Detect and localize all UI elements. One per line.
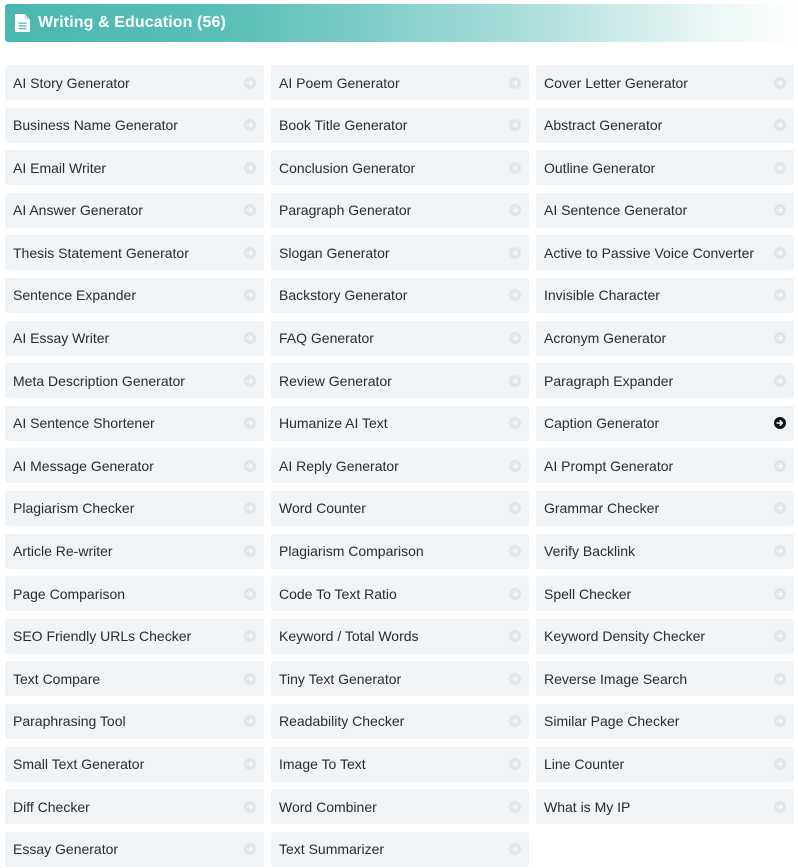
arrow-right-circle-icon xyxy=(244,715,256,727)
arrow-right-circle-icon xyxy=(244,162,256,174)
tool-item-label: Humanize AI Text xyxy=(279,415,388,432)
tool-item-label: Keyword Density Checker xyxy=(544,628,706,645)
arrow-right-circle-icon xyxy=(774,289,786,301)
arrow-right-circle-icon xyxy=(509,715,521,727)
arrow-right-circle-icon xyxy=(509,460,521,472)
arrow-right-circle-icon xyxy=(774,375,786,387)
tool-item-label: What is My IP xyxy=(544,798,631,815)
tool-item-label: AI Message Generator xyxy=(13,457,154,474)
tool-item-label: Invisible Character xyxy=(544,287,660,304)
tool-item-label: Thesis Statement Generator xyxy=(13,244,189,261)
tool-item-ai-message-generator[interactable] xyxy=(5,448,264,483)
tool-item-invisible-character[interactable] xyxy=(536,278,794,313)
tool-item-label: Essay Generator xyxy=(13,841,119,858)
category-header xyxy=(5,4,798,42)
tool-item-meta-description-generator[interactable] xyxy=(5,363,264,398)
tool-item-paragraph-expander[interactable] xyxy=(536,363,794,398)
tool-item-thesis-statement-generator[interactable] xyxy=(5,235,264,270)
tool-item-label: Verify Backlink xyxy=(544,543,636,560)
tool-item-label: Grammar Checker xyxy=(544,500,660,517)
tool-item-faq-generator[interactable] xyxy=(271,321,529,356)
arrow-right-circle-icon xyxy=(244,545,256,557)
arrow-right-circle-icon xyxy=(774,119,786,131)
tool-item-label: SEO Friendly URLs Checker xyxy=(13,628,192,645)
tool-item-label: Similar Page Checker xyxy=(544,713,680,730)
tool-item-keyword-density-checker[interactable] xyxy=(536,619,794,654)
arrow-right-circle-icon xyxy=(509,375,521,387)
arrow-right-circle-icon xyxy=(244,375,256,387)
tool-item-label: AI Essay Writer xyxy=(13,330,110,347)
arrow-right-circle-icon xyxy=(774,247,786,259)
tool-item-label: Diff Checker xyxy=(13,798,90,815)
tool-item-article-re-writer[interactable] xyxy=(5,534,264,569)
tool-item-label: Reverse Image Search xyxy=(544,670,688,687)
tool-item-cover-letter-generator[interactable] xyxy=(536,65,794,100)
arrow-right-circle-icon xyxy=(244,460,256,472)
tool-item-reverse-image-search[interactable] xyxy=(536,661,794,696)
arrow-right-circle-icon xyxy=(774,545,786,557)
tool-item-label: Cover Letter Generator xyxy=(544,74,688,91)
tool-item-label: Plagiarism Checker xyxy=(13,500,135,517)
arrow-right-circle-icon xyxy=(509,162,521,174)
tool-item-ai-reply-generator[interactable] xyxy=(271,448,529,483)
tool-item-label: Book Title Generator xyxy=(279,117,408,134)
tool-item-label: Keyword / Total Words xyxy=(279,628,419,645)
category-title: Writing & Education (56) xyxy=(38,14,226,31)
arrow-right-circle-icon xyxy=(244,332,256,344)
tool-item-label: Slogan Generator xyxy=(279,244,390,261)
tool-item-ai-poem-generator[interactable] xyxy=(271,65,529,100)
tool-item-abstract-generator[interactable] xyxy=(536,108,794,143)
tool-item-business-name-generator[interactable] xyxy=(5,108,264,143)
tool-item-book-title-generator[interactable] xyxy=(271,108,529,143)
tool-item-readability-checker[interactable] xyxy=(271,704,529,739)
tool-item-label: Paragraph Expander xyxy=(544,372,674,389)
tool-item-paraphrasing-tool[interactable] xyxy=(5,704,264,739)
tool-item-label: FAQ Generator xyxy=(279,330,374,347)
tool-item-slogan-generator[interactable] xyxy=(271,235,529,270)
tool-item-essay-generator[interactable] xyxy=(5,832,264,867)
tool-item-ai-email-writer[interactable] xyxy=(5,150,264,185)
tool-item-label: Tiny Text Generator xyxy=(279,670,402,687)
tool-item-image-to-text[interactable] xyxy=(271,747,529,782)
tool-item-label: Backstory Generator xyxy=(279,287,408,304)
tool-item-label: AI Poem Generator xyxy=(279,74,400,91)
arrow-right-circle-icon xyxy=(509,801,521,813)
arrow-right-circle-icon xyxy=(244,673,256,685)
tool-item-label: Review Generator xyxy=(279,372,392,389)
tool-item-label: Small Text Generator xyxy=(13,756,145,772)
tool-item-label: Outline Generator xyxy=(544,159,656,176)
tool-item-label: Active to Passive Voice Converter xyxy=(544,244,755,261)
tool-item-tiny-text-generator[interactable] xyxy=(271,661,529,696)
tool-item-conclusion-generator[interactable] xyxy=(271,150,529,185)
tool-item-sentence-expander[interactable] xyxy=(5,278,264,313)
tool-item-grammar-checker[interactable] xyxy=(536,491,794,526)
arrow-right-circle-icon xyxy=(509,502,521,514)
tool-item-plagiarism-comparison[interactable] xyxy=(271,534,529,569)
tool-item-page-comparison[interactable] xyxy=(5,576,264,611)
tool-item-plagiarism-checker[interactable] xyxy=(5,491,264,526)
arrow-right-circle-icon xyxy=(774,758,786,770)
arrow-right-circle-icon xyxy=(509,758,521,770)
arrow-right-circle-icon xyxy=(774,77,786,89)
tool-item-label: Text Summarizer xyxy=(279,841,385,858)
tool-item-label: AI Answer Generator xyxy=(13,202,143,219)
arrow-right-circle-icon xyxy=(774,417,786,429)
tool-item-spell-checker[interactable] xyxy=(536,576,794,611)
arrow-right-circle-icon xyxy=(244,77,256,89)
tool-item-acronym-generator[interactable] xyxy=(536,321,794,356)
arrow-right-circle-icon xyxy=(244,289,256,301)
arrow-right-circle-icon xyxy=(509,417,521,429)
arrow-right-circle-icon xyxy=(509,588,521,600)
tool-item-text-summarizer[interactable] xyxy=(271,832,529,867)
tool-item-word-combiner[interactable] xyxy=(271,789,529,824)
arrow-right-circle-icon xyxy=(774,204,786,216)
arrow-right-circle-icon xyxy=(244,588,256,600)
arrow-right-circle-icon xyxy=(244,417,256,429)
tool-item-label: Conclusion Generator xyxy=(279,159,416,176)
document-icon xyxy=(15,14,30,32)
tool-item-label: Readability Checker xyxy=(279,713,405,730)
arrow-right-circle-icon xyxy=(774,460,786,472)
tool-item-label: AI Prompt Generator xyxy=(544,457,674,474)
arrow-right-circle-icon xyxy=(244,630,256,642)
tool-item-ai-answer-generator[interactable] xyxy=(5,193,264,228)
tool-item-code-to-text-ratio[interactable] xyxy=(271,576,529,611)
tool-item-outline-generator[interactable] xyxy=(536,150,794,185)
arrow-right-circle-icon xyxy=(774,332,786,344)
tool-item-verify-backlink[interactable] xyxy=(536,534,794,569)
arrow-right-circle-icon xyxy=(774,502,786,514)
tool-item-seo-friendly-urls-checker[interactable] xyxy=(5,619,264,654)
tool-item-caption-generator[interactable] xyxy=(536,406,794,441)
arrow-right-circle-icon xyxy=(509,630,521,642)
arrow-right-circle-icon xyxy=(509,247,521,259)
arrow-right-circle-icon xyxy=(244,843,256,855)
tool-item-label: Business Name Generator xyxy=(13,117,178,134)
tool-item-ai-sentence-shortener[interactable] xyxy=(5,406,264,441)
arrow-right-circle-icon xyxy=(774,673,786,685)
tool-item-small-text-generator[interactable] xyxy=(5,747,264,782)
tool-item-label: AI Story Generator xyxy=(13,74,130,91)
tool-item-keyword-total-words[interactable] xyxy=(271,619,529,654)
tool-item-diff-checker[interactable] xyxy=(5,789,264,824)
tool-item-label: Paragraph Generator xyxy=(279,202,412,219)
tool-item-what-is-my-ip[interactable] xyxy=(536,789,794,824)
tool-item-line-counter[interactable] xyxy=(536,747,794,782)
arrow-right-circle-icon xyxy=(509,204,521,216)
tool-item-label: Acronym Generator xyxy=(544,330,667,347)
tool-item-label: Plagiarism Comparison xyxy=(279,543,424,560)
tool-item-label: Text Compare xyxy=(13,670,101,687)
arrow-right-circle-icon xyxy=(244,204,256,216)
tool-item-label: Meta Description Generator xyxy=(13,372,185,389)
arrow-right-circle-icon xyxy=(244,801,256,813)
tool-item-label: Article Re-writer xyxy=(13,543,113,560)
tool-item-ai-story-generator[interactable] xyxy=(5,65,264,100)
tool-item-text-compare[interactable] xyxy=(5,661,264,696)
tool-item-review-generator[interactable] xyxy=(271,363,529,398)
tool-item-ai-essay-writer[interactable] xyxy=(5,321,264,356)
tool-item-ai-sentence-generator[interactable] xyxy=(536,193,794,228)
arrow-right-circle-icon xyxy=(509,332,521,344)
arrow-right-circle-icon xyxy=(509,673,521,685)
tool-item-paragraph-generator[interactable] xyxy=(271,193,529,228)
arrow-right-circle-icon xyxy=(509,545,521,557)
tool-item-similar-page-checker[interactable] xyxy=(536,704,794,739)
tool-item-label: AI Sentence Generator xyxy=(544,202,688,219)
tool-grid xyxy=(5,65,794,867)
tool-item-label: Paraphrasing Tool xyxy=(13,713,126,730)
arrow-right-circle-icon xyxy=(244,758,256,770)
arrow-right-circle-icon xyxy=(509,77,521,89)
tool-item-ai-prompt-generator[interactable] xyxy=(536,448,794,483)
tool-item-label: AI Sentence Shortener xyxy=(13,415,155,432)
tool-item-label: Line Counter xyxy=(544,756,625,772)
arrow-right-circle-icon xyxy=(509,289,521,301)
arrow-right-circle-icon xyxy=(244,247,256,259)
tool-item-label: Page Comparison xyxy=(13,585,126,602)
tool-item-label: AI Email Writer xyxy=(13,159,107,176)
tool-item-label: Abstract Generator xyxy=(544,117,663,134)
arrow-right-circle-icon xyxy=(244,502,256,514)
arrow-right-circle-icon xyxy=(774,588,786,600)
arrow-right-circle-icon xyxy=(774,801,786,813)
tool-item-label: Spell Checker xyxy=(544,585,632,602)
arrow-right-circle-icon xyxy=(774,715,786,727)
tool-item-label: Code To Text Ratio xyxy=(279,585,397,602)
tool-item-backstory-generator[interactable] xyxy=(271,278,529,313)
arrow-right-circle-icon xyxy=(774,630,786,642)
tool-item-label: Word Counter xyxy=(279,500,366,517)
tool-item-label: Word Combiner xyxy=(279,798,377,815)
arrow-right-circle-icon xyxy=(774,162,786,174)
tool-item-label: Image To Text xyxy=(279,756,366,772)
tool-item-label: Caption Generator xyxy=(544,415,660,432)
arrow-right-circle-icon xyxy=(509,843,521,855)
tool-item-active-to-passive-voice-converter[interactable] xyxy=(536,235,794,270)
tool-item-label: AI Reply Generator xyxy=(279,457,399,474)
tool-item-label: Sentence Expander xyxy=(13,287,136,304)
tool-item-word-counter[interactable] xyxy=(271,491,529,526)
arrow-right-circle-icon xyxy=(244,119,256,131)
tool-item-humanize-ai-text[interactable] xyxy=(271,406,529,441)
arrow-right-circle-icon xyxy=(509,119,521,131)
